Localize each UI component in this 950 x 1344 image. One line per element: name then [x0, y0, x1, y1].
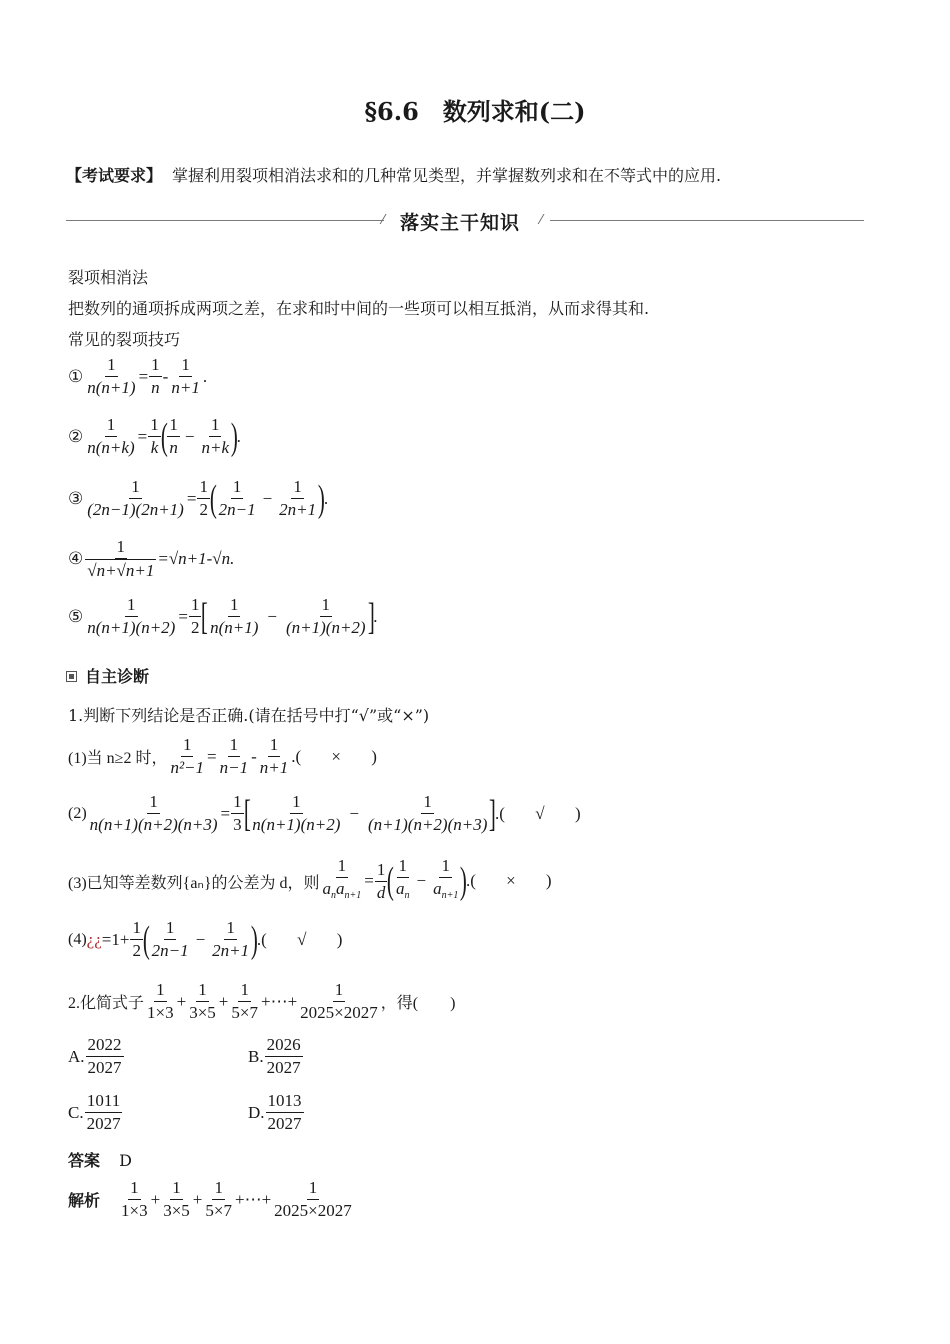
diagnosis-icon: [66, 671, 77, 682]
minus: −: [267, 606, 277, 626]
denominator: n(n+1)(n+2): [87, 618, 176, 637]
answer-mark: √: [297, 929, 307, 949]
answer-value: D: [119, 1151, 132, 1170]
equals: =: [138, 366, 149, 386]
q1-item-1: (1)当 n≥2 时， $\frac{1}{\text{n²−1}}$ = $\frac{1}{n-1}$ - $\frac{1}{n+1}$ .( × ): [68, 735, 377, 777]
denominator: n(n+1): [210, 618, 259, 637]
option-b: [248, 1035, 304, 1078]
denominator: 2n+1: [212, 941, 250, 960]
den-n: n: [87, 438, 96, 457]
right-hand-side: =√n+1-√n.: [157, 549, 235, 568]
method-name: 裂项相消法: [68, 268, 149, 287]
denominator: 1×3: [147, 1003, 174, 1022]
left-paren: (: [209, 477, 217, 520]
period: .: [202, 366, 208, 386]
numerator: 1: [115, 537, 128, 559]
option-a: [68, 1035, 125, 1078]
techniques-title: 常见的裂项技巧: [68, 330, 181, 349]
formula-marker: ③: [68, 488, 84, 509]
den-n-plus-k: n+k: [101, 438, 129, 457]
denominator: 3×5: [189, 1003, 216, 1022]
right-bracket: ]: [367, 595, 375, 638]
denominator: n: [169, 438, 178, 457]
self-diagnosis-title: 自主诊断: [85, 667, 150, 686]
option-d: [248, 1091, 305, 1134]
denominator: (n+1)(n+2): [285, 618, 366, 637]
exam-requirement: [66, 163, 721, 186]
garbled-text: ¿¿: [86, 929, 102, 949]
q1-item-2: (2) $\frac{1}{n(n+1)(n+2)(n+3)}$ = $\frac{1}{3}$ [ $\frac{1}{n(n+1)(n+2)}$ − $\frac{1}{(n+1)(n+2)(n+3)}$ ] .( √ ): [68, 792, 581, 835]
period: .: [323, 488, 329, 508]
self-diagnosis-heading: [66, 664, 149, 687]
numerator: 1: [129, 477, 142, 499]
slash-right-icon: ⁄: [540, 213, 543, 228]
denominator: 3×5: [163, 1201, 190, 1220]
option-letter: C.: [68, 1102, 84, 1122]
option-letter: B.: [248, 1046, 264, 1066]
denominator: 5×7: [231, 1003, 258, 1022]
minus: −: [262, 488, 273, 508]
answer-mark: √: [535, 803, 545, 823]
denominator: n²−1: [170, 758, 205, 777]
minus: −: [184, 426, 195, 446]
q1-item-4: (4) ¿¿ =1+ $\frac{1}{2}$ ( $\frac{1}{2n-1}$ − $\frac{1}{2n+1}$ ) .( √ ): [68, 918, 343, 961]
numerator: 1: [231, 477, 244, 499]
equals: =: [186, 488, 197, 508]
equals: =: [137, 426, 148, 446]
lead-expression: =1+: [101, 929, 130, 949]
denominator: n+k: [201, 438, 229, 457]
q2-prompt: 2.化简式子: [68, 995, 145, 1012]
denominator: (n+1)(n+2)(n+3): [367, 815, 488, 834]
method-description: 把数列的通项拆成两项之差，在求和时中间的一些项可以相互抵消，从而求得其和.: [68, 299, 650, 318]
numerator: 1: [149, 355, 162, 377]
denominator: 2n−1: [218, 500, 256, 519]
section-divider-left: [66, 220, 384, 221]
denominator: k: [150, 438, 159, 457]
q1-prompt: 1.判断下列结论是否正确.(请在括号中打“√”或“×”): [68, 706, 430, 725]
denominator: 2025×2027: [300, 1003, 378, 1022]
period: .: [236, 426, 241, 446]
formula-4: [68, 537, 234, 581]
denominator: 2: [199, 500, 208, 519]
formula-marker: ①: [68, 366, 84, 387]
formula-5: [68, 595, 377, 638]
numerator: 2026: [265, 1035, 303, 1057]
denominator: 2027: [267, 1114, 302, 1133]
slash-left-icon: ⁄: [382, 213, 385, 228]
numerator: 1: [105, 355, 118, 377]
denominator: 3: [233, 815, 242, 834]
right-paren: ): [318, 477, 325, 520]
page-title: §6.6 数列求和(二): [364, 97, 586, 126]
formula-3: [68, 477, 328, 520]
formula-marker: ④: [68, 549, 84, 569]
denominator: 2n−1: [151, 941, 189, 960]
denominator: 5×7: [205, 1201, 232, 1220]
numerator: 1011: [85, 1091, 122, 1113]
q2-tail: ，得( ): [380, 995, 456, 1012]
numerator: 1: [105, 415, 118, 437]
numerator: 1: [291, 477, 304, 499]
numerator: 1: [189, 595, 202, 617]
left-paren: (: [387, 860, 395, 902]
ellipsis: +⋯+: [234, 1189, 272, 1209]
numerator: 1: [167, 415, 180, 437]
numerator: 1: [179, 355, 192, 377]
denominator: 2027: [86, 1114, 121, 1133]
right-paren: ): [251, 918, 258, 961]
numerator: 1: [125, 595, 138, 617]
period: .: [373, 606, 378, 626]
left-bracket: [: [201, 595, 209, 638]
equals: =: [178, 606, 188, 626]
right-paren: ): [460, 860, 468, 902]
option-letter: A.: [68, 1046, 85, 1066]
option-letter: D.: [248, 1102, 265, 1122]
numerator: 1: [320, 595, 333, 617]
formula-1: ① $\frac{1}{n(n+1)}$ = $\frac{1}{n}$ - $\frac{1}{n+1}$ .: [68, 355, 208, 397]
section-title: 落实主干知识: [400, 212, 521, 234]
numerator: 1: [148, 415, 161, 437]
analysis-label: 解析: [68, 1191, 101, 1210]
item-prefix: (3)已知等差数列{aₙ}的公差为 d，则: [68, 874, 320, 892]
den-n-plus-1: n+1: [101, 378, 130, 397]
formula-marker: ②: [68, 426, 84, 447]
left-paren: (: [142, 918, 150, 961]
denominator: n+1: [259, 758, 289, 777]
numerator: 1013: [266, 1091, 304, 1113]
option-c: [68, 1091, 124, 1134]
denominator: d: [376, 882, 386, 902]
denominator: n+1: [171, 378, 200, 397]
numerator: 2022: [86, 1035, 124, 1057]
exam-requirement-text: 掌握利用裂项相消法求和的几种常见类型，并掌握数列求和在不等式中的应用.: [172, 166, 722, 185]
numerator: 1: [228, 595, 241, 617]
item-prefix: (1)当 n≥2 时，: [68, 750, 168, 767]
minus: -: [162, 366, 169, 386]
den-n: n: [87, 378, 96, 397]
section-divider-right: [550, 220, 864, 221]
denominator: n: [151, 378, 160, 397]
answer-label: 答案: [68, 1151, 101, 1170]
ellipsis: +⋯+: [260, 991, 298, 1011]
denominator: 2n+1: [279, 500, 317, 519]
denominator: n(n+1)(n+2): [252, 815, 341, 834]
denominator: √n+√n+1: [87, 561, 155, 580]
answer-mark: ×: [506, 871, 516, 890]
denominator: 2: [190, 618, 200, 637]
item-prefix: (4): [68, 930, 87, 948]
denominator: n(n+1)(n+2)(n+3): [89, 815, 218, 834]
left-bracket: [: [243, 792, 251, 835]
denominator: (2n−1)(2n+1): [87, 500, 184, 519]
formula-marker: ⑤: [68, 606, 84, 627]
q1-item-3: (3)已知等差数列{aₙ}的公差为 d，则 $\frac{1}{a_na_{n+1}}$ = $\frac{1}{d}$ ( $\frac{1}{a_n}$ − $\frac{1}{a_{n+1}}$ ) .( × ): [68, 856, 552, 902]
exam-requirement-label: 【考试要求】: [66, 166, 163, 185]
numerator: 1: [209, 415, 222, 437]
numerator: 1: [197, 477, 210, 499]
q2-expression: 2.化简式子 $\frac{1}{1\times 3}$ + $\frac{1}{3\times 5}$ + $\frac{1}{5\times 7}$ +⋯+ $\frac{1}{2025\times 2027}$ ，得( ): [68, 980, 456, 1022]
item-prefix: (2): [68, 804, 87, 822]
denominator: 2027: [87, 1058, 122, 1077]
answer-line: [68, 1148, 132, 1171]
left-paren: (: [160, 415, 168, 458]
right-paren: ): [230, 415, 238, 458]
formula-2: ② $\frac{1}{n(n+k)}$ = $\frac{1}{k}$ ( $\frac{1}{n}$ − $\frac{1}{n+k}$ ) .: [68, 415, 241, 458]
denominator: 2025×2027: [274, 1201, 352, 1220]
answer-mark: ×: [331, 746, 341, 766]
denominator: 2027: [266, 1058, 301, 1077]
analysis-line: 解析 $\frac{1}{1\times 3}$ + $\frac{1}{3\times 5}$ + $\frac{1}{5\times 7}$ +⋯+ $\frac{1}{2025\times 2027}$: [68, 1178, 352, 1220]
right-bracket: ]: [489, 792, 497, 835]
denominator: 1×3: [121, 1201, 148, 1220]
denominator: n−1: [219, 758, 249, 777]
